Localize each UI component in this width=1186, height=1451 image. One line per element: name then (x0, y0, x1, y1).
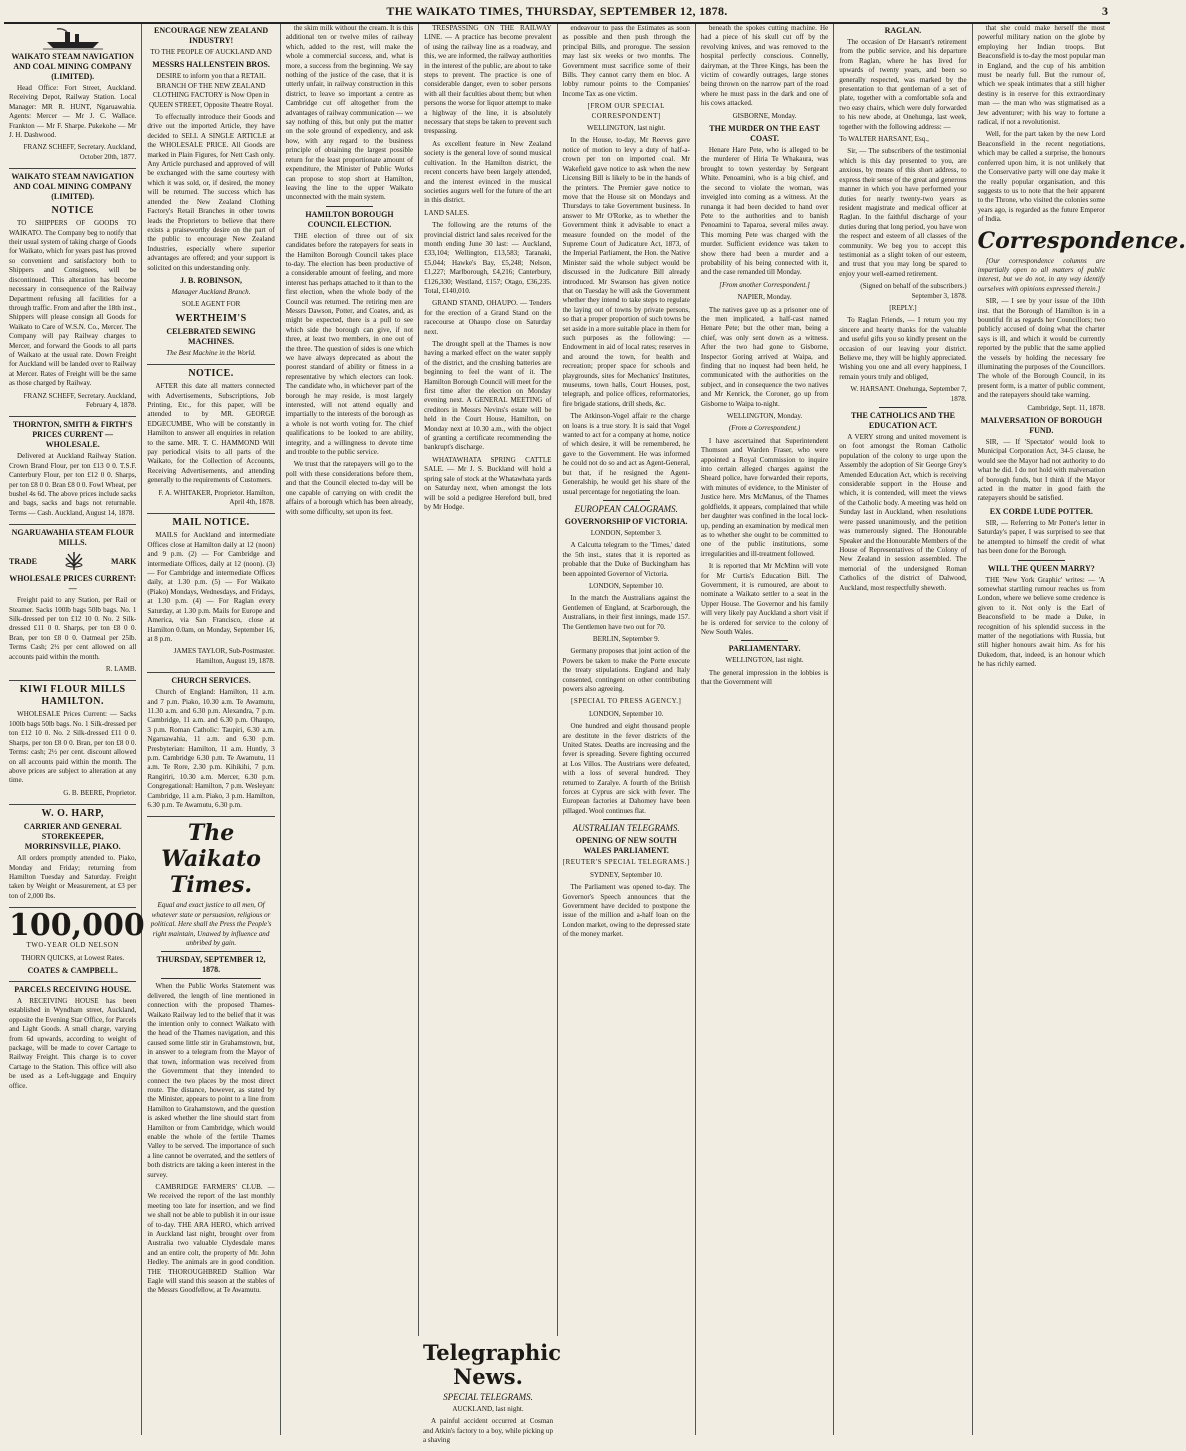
ad-thornton (9, 420, 136, 525)
rule (326, 206, 373, 207)
corr-sign: Cambridge, Sept. 11, 1878. (1027, 403, 1105, 412)
enc-body: To effectually introduce their Goods and drive out the imported Article, they have decided to SELL A SINGLE ARTICLE at the WHOLESALE PRICE. All Goods are marked in Plain Figures, for Nett Cash only. Any Article purchased and approved of will be exchanged with the same courtesy with which it was sold, or, if desired, the money will be returned. The success which has attended the New Zealand Clothing Factory's Retail Branches in other towns leads the Proprietors to believe that there exists a praiseworthy desire on the part of the public to encourage New Zealand Industries, especially where superior advantages are offered; and your support is solicited on this understanding only. (147, 113, 275, 272)
notice2-heading: NOTICE. (188, 368, 234, 380)
mark-label: MARK (111, 556, 137, 566)
wellington6-body: I have ascertained that Superintendent Thomson and Warden Fraser, who were appointed a Royal Commission to inquire into certain alleged charges against the Sheard police, have forwarded their reports, with minutes of evidence, to the Minister of Justice here. Mrs McManus, of the Thames goldfields, it appears, complained that while her daughter was confined in the local lock-up, pending an examination by medical men as to whether she ought to be committed to one of the public institutions, some irregularities and ill-treatment followed. (700, 436, 829, 558)
paper-motto: Equal and exact justice to all men, Of whatever state or persuasion, religious or political. Here shall the Press the People's right maintain, Unawed by influence and unbribed by gain. (150, 901, 272, 948)
steam-heading: WAIKATO STEAM NAVIGATION AND COAL MINING COMPANY (LIMITED). (11, 52, 134, 81)
raglan-heading: RAGLAN. (884, 26, 922, 35)
wholesale-body: Freight paid to any Station, per Rail or Steamer. Sacks 100lb bags 50lb bags. No. 1 Silk-dressed per ton £12 10 0. No. 2 Silk-dressed £11 0 0. Sharps, per ton £8 0 0. Bran, per ton £8 0 0. Oatmeal per 25lb. Terms Cash; 2½ per cent allowed on all accounts paid within the month. (9, 596, 137, 661)
kiwi-heading: KIWI FLOUR MILLS HAMILTON. (19, 684, 126, 708)
london2-body: In the match the Australians against the Gentlemen of England, at Scarborough, the Australians, in their first innings, made 157. The Gentlemen have two out for 70. (562, 594, 690, 631)
column-5 (558, 24, 696, 1435)
church-body: Church of England: Hamilton, 11 a.m. and 7 p.m. Piako, 10.30 a.m. Te Awamutu, 11.30 a.m. and 6.30 p.m. Alexandra, 7 p.m. Cambridge, 11 a.m. and 6.30 p.m. Ohaupo, 3 p.m. Roman Catholic: Taupiri, 6.30 a.m. Ngaruawahia, 11 a.m. and 6.30 p.m. Presbyterian: Hamilton, 11 a.m. Huntly, 3 p.m. Cambridge 6.30 p.m. Te Awamutu, 11 a.m. Te Rore, 2.30 p.m. Kihikihi, 7 p.m. Rangiriri, 10.30 a.m. Mercer, 6.30 p.m. Congregational: Hamilton, 7 p.m. Wesleyan: Cambridge, 11 a.m. Piako, 3 p.m. Hamilton, 6.30 p.m. Te Awamutu, 6.30 p.m. (147, 688, 275, 809)
col4-body4: WHATAWHATA SPRING CATTLE SALE. — Mr J. S. Buckland will hold a spring sale of stock at the Whatawhata yards on Saturday next, when amongst the lots will be sold a pedigree Hereford bull, bred by Mr Hodge. (424, 455, 552, 511)
mail-notice (147, 517, 274, 673)
telegraphic-title: Telegraphic News. (423, 1340, 561, 1389)
ad-steam-navigation (9, 26, 136, 169)
berlin: BERLIN, September 9. (592, 634, 660, 643)
hundred-thousand: 100,000 (9, 908, 145, 944)
press-heading: [SPECIAL TO PRESS AGENCY.] (571, 697, 682, 706)
harp-body: All orders promptly attended to. Piako, Monday and Friday; returning from Hamilton Tuesday and Saturday. Freight taken by Weight or Measurement, at £3 per ton of 2,000 lbs. (9, 854, 137, 900)
col5-body2: The Atkinson-Vogel affair re the charge on loans is a true story. It is said that Vogel wanted to act for a company at home, notice of which desire, it will be remembered, he gave to the Government. He was informed he could not do so and act as Agent-General, but that, if he resigned the Agent-Generalship, he would get his share of the usual percentage for negotiating the loan. (562, 412, 690, 496)
column-6 (696, 24, 834, 1435)
page-header-title: THE WAIKATO TIMES, THURSDAY, SEPTEMBER 12, 1878. (386, 4, 728, 18)
telegraphic-news (418, 1336, 561, 1451)
notice-whitaker (147, 368, 274, 514)
raglan-body: The occasion of Dr Harsant's retirement from the public service, and his departure from Raglan, where he has lived for upwards of twenty years, and been so generally respected, was marked by the presentation to that gentleman of a set of plate, together with a comfortable sofa and two easy chairs, which were duly forwarded to his new abode, at Onehunga, last week, together with the following address: — (839, 38, 967, 131)
thornton-body: Delivered at Auckland Railway Station. Crown Brand Flour, per ton £13 0 0. T.S.F. Canterbury Flour, per ton £12 0 0. Sharps, per ton £8 0 0. Bran £8 0 0. Fowl Wheat, per bushel 4s 6d. The above prices include sacks and bags, sacks and bags not returnable. Terms — Cash. Auckland, August 14, 1878. (9, 452, 137, 517)
steam-sign: FRANZ SCHEFF, Secretary. Auckland, October 20th, 1877. (23, 143, 137, 161)
enc-to: TO THE PEOPLE OF AUCKLAND AND (150, 48, 272, 56)
editorial (147, 820, 274, 1295)
telegraphic-place: AUCKLAND, last night. (452, 1405, 524, 1413)
london2: LONDON, September 10. (588, 581, 664, 590)
enc-firm: MESSRS HALLENSTEIN BROS. (152, 60, 270, 70)
napier-body: The natives gave up as a prisoner one of the men implicated, a half-cast named Henare Pete; but the other man, being a chief, was only sent down as a witness. After the two had gone to Gisborne, Inspector Goring arrived at Waipa, and finding that no inquest had been held, he communicated with the authorities on the subject, and in consequence the two natives and Mr Kenrick, the Coroner, go up from Gisborne to Waipa to-night. (700, 305, 829, 408)
reply-sign: W. HARSANT. Onehunga, September 7, 1878. (850, 385, 967, 403)
parl-sub: WELLINGTON, last night. (725, 656, 804, 665)
ad-harp (9, 808, 136, 908)
address-body: Sir, — The subscribers of the testimonial which is this day presented to you, are anxious, by means of this short address, to express their sense of the great and generous manner in which you have performed your duties for nearly twenty-two years as resident magistrate and medical officer at Raglan. In the faithful discharge of your duties during that long period, you have won the respect and esteem of all classes of the community. We beg you to accept this testimonial as a slight token of our esteem, and trust that you may long be spared to enjoy your well-earned retirement. (839, 147, 967, 278)
notice-body: TO SHIPPERS OF GOODS TO WAIKATO. The Company beg to notify that their usual system of taking charge of Goods for Waikato, which for years past has proved so convenient and satisfactory both to Shippers and Consignees, will be discontinued. This alteration has become necessary in consequence of the Railway Department refusing all facilities for a through traffic. From and after the 18th inst., Shippers will please consign all Goods for Waikato to Care of W.S.N. Co., Mercer. The Company will pay Railway charges to Mercer, and forward the Goods to all parts of Waikato at the usual rate. Down Freight for Auckland will be landed over to Railway at Mercer. Rates of Freight will be the same as those charged by Railway. (9, 219, 137, 388)
paper-masthead: The Waikato Times. (161, 820, 261, 899)
wellington-body: In the House, to-day, Mr Reeves gave notice of motion to levy a duty of half-a-crown per ton on imported coal. Mr Wakefield gave notice to ask when the new Licensing Bill is likely to be in the hands of the printers. The Premier gave notice to move that the House sit on Mondays and Thursdays to take Government business. In answer to Mr O'Rorke, as to whether the Government think it advisable to enact a measure founded on the model of the Supreme Court of Judicature Act, 1873, of the Imperial Parliament, the Hon. the Native Minister said the whole subject would be discussed in the Judicature Bill already introduced. Mr Swanson has given notice that on Tuesday he will ask the Government whether they intend to take steps to regulate the laying out of towns by private persons, so that a proper proportion of such towns be set aside in a more suitable place in them for such purposes as the following: — Endowment in aid of local rates; reserves in and around the town, for health and recreation; proper space for schools and playgrounds, sites for Mechanics' Institutes, museums, town halls, Court Houses, post, telegraph, and police offices, reformatories, fire brigade stations, drill sheds, &c. (562, 136, 690, 408)
queen-body: THE 'New York Graphic' writes: — 'A somewhat startling rumour reaches us from London, where we believe some credence is given to it. Not only is the Earl of Beaconsfield to be made a Duke, in recognition of his splendid success in the matter of the negotiations with Russia, but still higher honours await him. As for his Dukedom, that, indeed, is an honour which he has richly earned. (977, 575, 1105, 669)
col6-body1: beneath the spokes cutting machine. He had a piece of his skull cut off by the revolving knives, and was removed to the hospital perfectly conscious. Connelly, dairyman, at the Three Kings, has been the victim of cowardly outrages, large stones being thrown on the narrow part of the road where he must pass in the dark and one of his cows attacked. (700, 24, 829, 108)
london3-body: One hundred and eight thousand people are destitute in the fever districts of the United States. Deaths are increasing and the fever is spreading. Severe fighting occurred at Los Villos. The Austrians were defeated, with a loss of several hundred. They returned to Zaralye. A fourth of the British forces at Cyprus are sick with fever. The European factories at Dahomey have been pillaged. Wool continues flat. (562, 722, 690, 815)
parcels-body: A RECEIVING HOUSE has been established in Wyndham street, Auckland, opposite the Evening Star Office, for Parcels and Light Goods. A small charge, varying from 6d upwards, according to weight of package, will be made to cover Cartage to Railway Freight. This charge is to cover Cartage to the Station. This office will also be used as a Left-luggage and Enquiry office. (9, 996, 137, 1090)
column-3 (281, 24, 419, 1435)
robinson-sign: J. B. ROBINSON, (180, 275, 243, 285)
sole-agent: SOLE AGENT FOR (181, 300, 241, 309)
reply-heading: [REPLY.] (889, 303, 917, 312)
col8-body2: Well, for the part taken by the new Lord Beaconsfield in the recent negotiations, which may be called a surprise, the honours conferred upon him, it is not unlikely that the Conservative party will one day make it the really popular organisation, and this suggests to us to note that the heir apparent to the Throne, who visited the colonies some years ago, is regarded as the future Emperor of India. (977, 130, 1105, 224)
corr-body: SIR, — I see by your issue of the 10th inst. that the Borough of Hamilton is in a bountiful fit as regards her Councillors; two publicly accused of doing what the charter says is ill, and which it would be currently reported by the public that the same applied the vessels by holding the necessary fee illuminating the purposes of the Councillors. The whole of the Borough Council, in its present form, is a matter of public comment, and the ratepayers should take warning. (977, 297, 1105, 400)
election-body2: We trust that the ratepayers will go to the poll with these considerations before them, and that the Council elected to-day will be one capable of carrying on with credit the affairs of a borough which has been already, with some difficulty, set upon its feet. (285, 460, 414, 516)
corr-heading: Correspondence. (977, 227, 1186, 254)
napier-heading: NAPIER, Monday. (737, 293, 792, 302)
sydney: SYDNEY, September 10. (589, 870, 663, 879)
page-number: 3 (1102, 4, 1108, 18)
london1: LONDON, September 3. (590, 528, 662, 537)
flour-heading: NGARUAWAHIA STEAM FLOUR MILLS. (11, 528, 134, 548)
lead-body: When the Public Works Statement was delivered, the length of line mentioned in connection with the proposed Thames-Waikato Railway led to the belief that it was the intention only to connect Waikato with the head of the Thames navigation, and this caused some little stir in Grahamstown, but, in answer to a telegram from the Mayor of that town, information was received from the Government that they intended to connect the two places by the most direct route. The distance, however, as stated by the Minister, appears to point to a line from Hamilton to Grahamstown, and the question is asked whether the line should start from Hamilton or from Cambridge, which would enable the whole of the fertile Thames Valley to be served. The importance of such a line cannot be overrated, and the settlers of both districts are taking a keen interest in the survey. (147, 982, 275, 1179)
col4-body2: As excellent feature in New Zealand society is the general love of sound musical cultivation. In the Hamilton district, the recent concerts have been largely attended, and the interest evinced in the musical societies augurs well for the future of the art in this district. (424, 139, 552, 205)
potter-body: SIR, — Referring to Mr Potter's letter in Saturday's paper, I was surprised to see that he attempted to himself the credit of what has been done for the Borough. (977, 518, 1105, 556)
special-heading: [FROM OUR SPECIAL CORRESPONDENT] (587, 102, 665, 120)
land-body: The following are the returns of the provincial district land sales received for the month ending June 30 last: — Auckland, £33,104; Wellington, £13,583; Taranaki, £5,044; Hawke's Bay, £5,248; Nelson, £1,227; Marlborough, £4,216; Canterbury, £126,330; Westland, £157; Otago, £36,235. Total, £140,010. (424, 221, 552, 295)
thornton-heading: THORNTON, SMITH & FIRTH'S PRICES CURRENT — WHOLESALE. (12, 420, 133, 450)
col4-body3: The drought spell at the Thames is now having a marked effect on the water supply of the district, and the crushing batteries are beginning to feel the want of it. The Hamilton Borough Council will meet for the first time after the election on Monday evening next. A GENERAL MEETING of creditors in Messrs Nevins's estate will be held in the Court House, Hamilton, on Monday next at 10.30 a.m., with the object of granting a certificate recommending the bankrupt's discharge. (424, 340, 552, 452)
kiwi-sign: G. B. BEERE, Proprietor. (63, 788, 137, 797)
sewing-heading: CELEBRATED SEWING MACHINES. (166, 326, 256, 346)
london1-body: A Calcutta telegram to the 'Times,' dated the 5th inst., states that it is reported as probable that the Duke of Buckingham has been appointed Governor of Victoria. (562, 541, 690, 578)
election-body: THE election of three out of six candidates before the ratepayers for seats in the Hamilton Borough Council takes place to-day. The election has been productive of a considerable amount of feeling, and more interest has perhaps attached to it than to the first election, when the whole body of the Council was returned. The retiring men are Messrs Dawson, Potter, and Coates, and, as might be expected, there is a pull to see which side the borough can give, if not three, at least two members, in one out of the three. The question of sides is one which we have always deprecated as about the poorest standard of ability or fitness in a representative by which electors can look. The candidate who, in whichever part of the borough he may reside, is most largely interested, will not attend equally and impartially to the interests of the borough as a whole is not worth voting for. The chief qualifications to be looked to are ability, integrity, and a willingness to devote time and trouble to the public service. (285, 231, 414, 457)
land-heading: LAND SALES. (424, 208, 470, 217)
mal-heading: MALVERSATION OF BOROUGH FUND. (980, 416, 1103, 436)
harp-heading: W. O. HARP, (41, 808, 104, 820)
church-services (147, 676, 274, 817)
ad-nav-notice (9, 172, 136, 417)
rule (161, 951, 260, 952)
parcels-heading: PARCELS RECEIVING HOUSE. (14, 984, 132, 994)
nsw-heading: OPENING OF NEW SOUTH WALES PARLIAMENT. (575, 836, 677, 856)
election-heading: HAMILTON BOROUGH COUNCIL ELECTION. (305, 209, 394, 229)
european-heading: EUROPEAN CALOGRAMS. (574, 503, 678, 514)
robinson-sub: Manager Auckland Branch. (171, 287, 251, 296)
reuter-heading: [REUTER'S SPECIAL TELEGRAMS.] (562, 858, 690, 867)
wellington-heading: WELLINGTON, last night. (587, 124, 666, 133)
murder-heading: THE MURDER ON THE EAST COAST. (709, 124, 820, 144)
aus-heading: AUSTRALIAN TELEGRAMS. (572, 823, 680, 834)
col4-body1: TRESPASSING ON THE RAILWAY LINE. — A practice has become prevalent of using the railway line as a roadway, and this, we are informed, the railway authorities in the interest of the public, are about to take steps to prevent. The practice is one of considerable danger, even to sober persons with all their faculties about them; but when persons the worse for liquor attempt to make a highway of the line, it is absolutely necessary that steps be taken to prevent such trespassing. (424, 24, 552, 136)
rule (603, 819, 650, 820)
tenders: GRAND STAND, OHAUPO. — Tenders for the erection of a Grand Stand on the racecourse at Ohaupo close on Saturday next. (424, 299, 552, 336)
masthead-bar (4, 0, 1110, 24)
notice2-body: AFTER this date all matters connected with Advertisements, Subscriptions, Job Printing, Etc., for this paper, will be attended to by MR. GEORGE EDGECUMBE, Who will be constantly in Hamilton to answer all enquiries in relation to the same. MR. T. C. HAMMOND Will pay periodical visits to all parts of the Waikato, for the Collection of Accounts, Receiving Advertisements, and attending generally to the requirements of Customers. (147, 382, 275, 485)
kiwi-body: WHOLESALE Prices Current: — Sacks 100lb bags 50lb bags. No. 1 Silk-dressed per ton £12 10 0. No. 2 Silk-dressed £11 0 0. Sharps, per ton £8 0 0. Bran, per ton £8 0 0. Terms: cash; 2½ per cent. discount allowed on all accounts paid within the month. The above prices are subject to alteration at any time. (9, 710, 137, 785)
berlin-body: Germany proposes that joint action of the Powers be taken to make the Porte execute the treaty stipulations. England and Italy consented, contingent on other contributing powers also agreeing. (562, 647, 690, 693)
catholics-body: A VERY strong and united movement is on foot amongst the Roman Catholic population of the colony to urge upon the Assembly the adoption of Sir George Grey's Amended Education Act, which is receiving considerable support in the House and which, it is contended, will meet the views of the Catholic body. A meeting was held on Sunday last in Auckland, when resolutions were passed unanimously, and the petition was numerously signed. The Honourable Speaker and the Honourable Members of the House of Representatives of the Colony of New Zealand in session assembled. The memorial of the undersigned Roman Catholics of the district of Dalwood, Auckland, most respectfully sheweth. (839, 433, 967, 592)
enc-desire: DESIRE to inform you that a RETAIL BRANCH OF THE NEW ZEALAND CLOTHING FACTORY is Now Open in QUEEN STREET, Opposite Theatre Royal. (148, 72, 274, 109)
mail-heading: MAIL NOTICE. (172, 517, 250, 529)
mal-body: SIR, — If 'Spectator' would look to Municipal Corporation Act, 34-5 clause, he would see the Mayor had not authority to do what he did. I do not hold with malversation of borough funds, but I think if the Mayor acted in the matter in good faith the ratepayers should be satisfied. (977, 438, 1105, 503)
wholesale-heading: WHOLESALE PRICES CURRENT: — (9, 574, 137, 594)
london3: LONDON, September 10. (588, 709, 664, 718)
ad-thorn-quicks (9, 908, 145, 982)
harp-sub: CARRIER AND GENERAL STOREKEEPER, MORRINSVILLE, PIAKO. (23, 822, 122, 852)
telegraphic-sub: SPECIAL TELEGRAMS. (443, 1392, 533, 1402)
column-7 (834, 24, 972, 1435)
enc-heading: ENCOURAGE NEW ZEALAND INDUSTRY! (154, 26, 269, 45)
rule (741, 640, 788, 641)
column-2 (142, 24, 280, 1435)
col3-body1: the skim milk without the cream. It is this additional ten or twelve miles of railway which, added to the rest, will make the whole a commercial success, and, what is more, a success from the beginning. We say nothing of the justice of the case, that it is utterly unfair, in railway construction in this district, to leave so important a centre as Cambridge cut off altogether from the advantages of railway communication — we say nothing of this, but only put the matter on the sole ground of expediency, and ask how, with any regard to the business principle of obtaining the largest possible return for the least proportionate amount of expenditure, the Minister of Public Works can propose to stop short at Hamilton, leaving the line to the upper Waikato unconnected with the main system. (285, 24, 414, 202)
wellington6-heading: WELLINGTON, Monday. (726, 412, 803, 421)
quicks-line: THORN QUICKS, at Lowest Rates. (21, 953, 125, 962)
church-heading: CHURCH SERVICES. (171, 676, 251, 686)
dateline: THURSDAY, SEPTEMBER 12, 1878. (156, 955, 266, 975)
queen-heading: WILL THE QUEEN MARRY? (987, 563, 1095, 573)
trade-label: TRADE (9, 556, 38, 566)
cambridge-body: CAMBRIDGE FARMERS' CLUB. — We received the report of the last monthly meeting too late for insertion, and we find we shall not be able to publish it in our issue of to-day. THE ARA HERO, which arrived in Auckland last night, brought over from Australia two valuable Clydesdale mares and an entire colt, the property of Mr. John Hedley. The animals are in good condition. THE THOROUGHBRED Stallion War Eagle will stand this season at the stables of the Messrs Goodfellow, at Te Awamutu. (147, 1182, 275, 1295)
reply-body: To Raglan Friends, — I return you my sincere and hearty thanks for the valuable and useful gifts you so kindly present on the occasion of our leaving your district. Believe me, they will be highly appreciated. Wishing you one and all every happiness, I remain yours truly and obliged, (839, 316, 967, 381)
mail-sign: JAMES TAYLOR, Sub-Postmaster. Hamilton, August 19, 1878. (173, 647, 275, 665)
trade-mark (9, 550, 136, 572)
columns (4, 24, 1186, 1435)
lamb-sign: R. LAMB. (105, 665, 137, 674)
ad-hallenstein (147, 26, 274, 365)
hundred-side: TWO-YEAR OLD NELSON (26, 941, 119, 950)
wellington6-sub: (From a Correspondent.) (728, 424, 801, 433)
nav-heading: WAIKATO STEAM NAVIGATION AND COAL MINING COMPANY (LIMITED). (11, 172, 134, 202)
column-4 (419, 24, 561, 1435)
ad-flour-mills (9, 528, 136, 681)
address-to: To WALTER HARSANT, Esq., (839, 135, 929, 144)
notice-heading: NOTICE (51, 205, 94, 217)
column-1 (4, 24, 145, 1435)
rule (1018, 560, 1065, 561)
another-heading: [From another Correspondent.] (719, 280, 810, 289)
rule (161, 978, 260, 979)
sydney-body: The Parliament was opened to-day. The Governor's Speech announces that the Government have decided to postpone the issue of the million and a-half loan on the London market, owing to the depressed state of the money market. (562, 883, 690, 939)
steamer-icon (43, 26, 103, 50)
gov-heading: GOVERNORSHIP OF VICTORIA. (564, 516, 688, 526)
address-sign: (Signed on behalf of the subscribers.) September 3, 1878. (860, 282, 967, 300)
notice2-sign: F. A. WHITAKER, Proprietor. Hamilton, April 4th, 1878. (158, 488, 275, 507)
gisborne-heading: GISBORNE, Monday. (732, 111, 797, 120)
col5-body1: endeavour to pass the Estimates as soon as possible and then push through the principal Bills, and prorogue. The session may last six weeks or two months. The Government must sacrifice some of their Bills. They cannot carry them en bloc. A lobby rumour points to the Companies' Income Tax as one victim. (562, 24, 690, 98)
rule (879, 407, 926, 408)
catholics-heading: THE CATHOLICS AND THE EDUCATION ACT. (850, 411, 955, 431)
notice-sign: FRANZ SCHEFF, Secretary. Auckland, February 4, 1878. (23, 391, 137, 409)
murder-body: Henare Hare Pete, who is alleged to be the murderer of Hiria Te Whakaura, was brought to town yesterday by Sergeant White. Penoamini, who is a big chief, and the second to violate the woman, was inveigled into coming as a witness. At the runanga it had been decided to hand over Pete to the authorities and to banish Penoamini to Taparoa, several miles away. This morning Pete was charged with the murder. Sufficient evidence was taken to show there had been a murder and a probability of his being connected with it, and the case remanded till Monday. (700, 146, 829, 277)
telegraphic-body: A painful accident occurred at Cosman and Atkin's factory to a boy, while picking up a shaving (423, 1417, 553, 1445)
potter-heading: EX CORDE LUDE POTTER. (989, 506, 1093, 516)
parl-body: The general impression in the lobbies is that the Government will (700, 668, 829, 687)
wheatsheaf-icon (54, 550, 94, 572)
ad-parcels (9, 985, 136, 1091)
steam-body: Head Office: Fort Street, Auckland. Receiving Depot, Railway Station. Local Manager: MR R. HUNT, Ngaruawahia. Agents: Mercer — Mr J. C. Wallace. Frankton — Mr F. Sharpe. Pukekohe — Mr J. H. Dashwood. (9, 84, 137, 140)
coates-sign: COATES & CAMPBELL. (27, 965, 118, 975)
wertheim-heading: WERTHEIM'S (175, 312, 247, 324)
sewing-sub: The Best Machine in the World. (166, 348, 256, 357)
ad-kiwi-mills (9, 684, 136, 805)
column-8 (973, 24, 1186, 1435)
col8-body1: that she could make herself the most powerful military nation on the globe by employing her Indian troops. But Beaconsfield is to-day the most popular man in England, and the cup of his ambition must be nearly full. But the rumour of, which we speak intimates that a still higher destiny is in reserve for this extraordinary man — the man who was stigmatised as a Jew adventurer; with his way to fortune a radical, if not a revolutionist. (977, 24, 1105, 127)
rule (603, 500, 650, 501)
corr-note: [Our correspondence columns are impartially open to all matters of public interest, but we do not, in any way identify ourselves with opinions expressed therein.] (977, 256, 1105, 293)
col6-body2: It is reported that Mr McMinn will vote for Mr Curtis's Education Bill. The Government, it is rumoured, are about to nominate a Waikato settler to a seat in the Upper House. The Governor and his family will very likely pay Auckland a short visit if he is ordered for service to the colony of New South Wales. (700, 562, 829, 636)
parl-heading: PARLIAMENTARY. (728, 644, 801, 654)
mail-body: MAILS for Auckland and intermediate Offices close at Hamilton daily at 12 (noon) and 9 p.m. (2) — For Cambridge and intermediate Offices, daily at 12 (noon). (3) — For Cambridge and intermediate Offices daily, at 1.30 p.m. (5) — For Waikato (Piako) Mondays, Wednesdays, and Fridays, at 1.30 p.m. (4) — For Raglan every Saturday, at 1.30 p.m. Mails for Europe and America, via San Francisco, close at Hamilton 0.0am, on Monday, September 16, at 8 p.m. (147, 531, 275, 643)
